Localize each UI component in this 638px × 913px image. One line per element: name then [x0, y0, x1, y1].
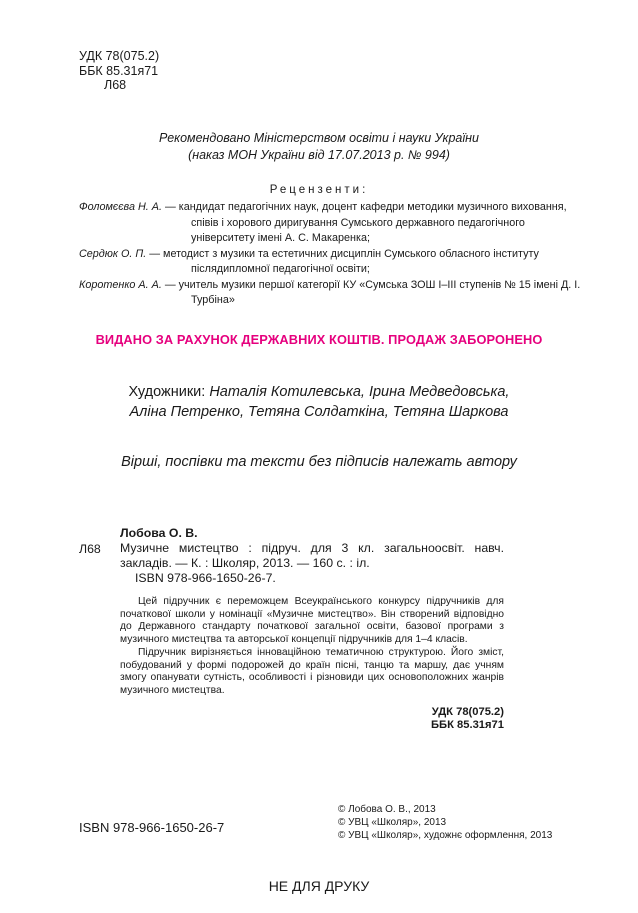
- annotation-paragraph-2: Підручник вирізняється інноваційною тематичною структурою. Його зміст, побудований у формі подорожей до країн пісні, танцю та маршу, дає учням змогу опанувати сутність, особливості і різновиди цих основоположних жанрів музичного мистецтва.: [120, 646, 504, 696]
- annotation: [120, 596, 504, 698]
- copyright-block: [338, 803, 552, 842]
- copyright-line: © УВЦ «Школяр», 2013: [338, 817, 447, 828]
- bib-udk: УДК 78(075.2): [431, 705, 504, 718]
- bib-author-mark: Л68: [79, 542, 101, 556]
- isbn-number: ISBN 978-966-1650-26-7: [79, 820, 225, 835]
- reviewers-heading: Рецензенти:: [269, 184, 369, 196]
- reviewer-name: Фоломєєва Н. А.: [79, 201, 162, 213]
- bibliographic-record: [79, 526, 504, 733]
- artists-names-line-2: Аліна Петренко, Тетяна Солдаткіна, Тетяна Шаркова: [129, 404, 509, 420]
- author-note: Вірші, поспівки та тексти без підписів належать автору: [121, 454, 517, 470]
- bbk-code: ББК 85.31я71: [79, 63, 159, 78]
- artists-label: Художники:: [128, 384, 206, 400]
- reviewer-description: — кандидат педагогічних наук, доцент кафедри методики музичного виховання, співів і хорового диригування Сумського державного педагогічного університету імені А. С. Макаренка;: [164, 201, 567, 244]
- artists-names-line-1: Наталія Котилевська, Ірина Медведовська,: [209, 384, 510, 400]
- reviewer-description: — методист з музики та естетичних дисциплін Сумського обласного інституту післядипломної педагогічної освіти;: [149, 247, 539, 275]
- recommendation-line-1: Рекомендовано Міністерством освіти і науки України: [159, 131, 479, 145]
- copyright-line: © УВЦ «Школяр», художнє оформлення, 2013: [338, 830, 553, 841]
- free-distribution-banner: ВИДАНО ЗА РАХУНОК ДЕРЖАВНИХ КОШТІВ. ПРОДАЖ ЗАБОРОНЕНО: [95, 332, 543, 347]
- copyright-line: © Лобова О. В., 2013: [338, 804, 436, 815]
- reviewer-item: [79, 200, 589, 247]
- annotation-paragraph-1: Цей підручник є переможцем Всеукраїнського конкурсу підручників для початкової школи у номінації «Музичне мистецтво». Він створений відповідно до Державного стандарту початкової загальної освіти, базової програми з музичного мистецтва та авторської концепції підручників для 1–4 класів.: [120, 596, 504, 646]
- bib-description: Музичне мистецтво : підруч. для 3 кл. загальноосвіт. навч. закладів. — К. : Школяр, 2013. — 160 с. : іл.: [120, 541, 504, 570]
- not-for-print-footer: НЕ ДЛЯ ДРУКУ: [268, 878, 370, 894]
- bib-isbn: ISBN 978-966-1650-26-7.: [135, 571, 276, 585]
- artists-credits: [0, 382, 638, 422]
- reviewer-item: [79, 247, 589, 278]
- author-mark: Л68: [104, 78, 127, 92]
- bib-classification: [120, 706, 504, 733]
- bib-bbk: ББК 85.31я71: [431, 719, 504, 732]
- reviewer-name: Сердюк О. П.: [79, 247, 147, 260]
- reviewer-description: — учитель музики першої категорії КУ «Сумська ЗОШ І–ІІІ ступенів № 15 імені Д. І. Турбіна»: [164, 278, 581, 306]
- reviewer-item: [79, 278, 589, 309]
- recommendation-line-2: (наказ МОН України від 17.07.2013 р. № 994): [188, 148, 450, 162]
- classification-codes: [79, 49, 159, 93]
- bib-author: Лобова О. В.: [120, 526, 198, 540]
- reviewers-list: [79, 200, 589, 309]
- reviewer-name: Коротенко А. А.: [79, 278, 162, 291]
- ministry-recommendation: [0, 130, 638, 164]
- udk-code: УДК 78(075.2): [79, 49, 160, 63]
